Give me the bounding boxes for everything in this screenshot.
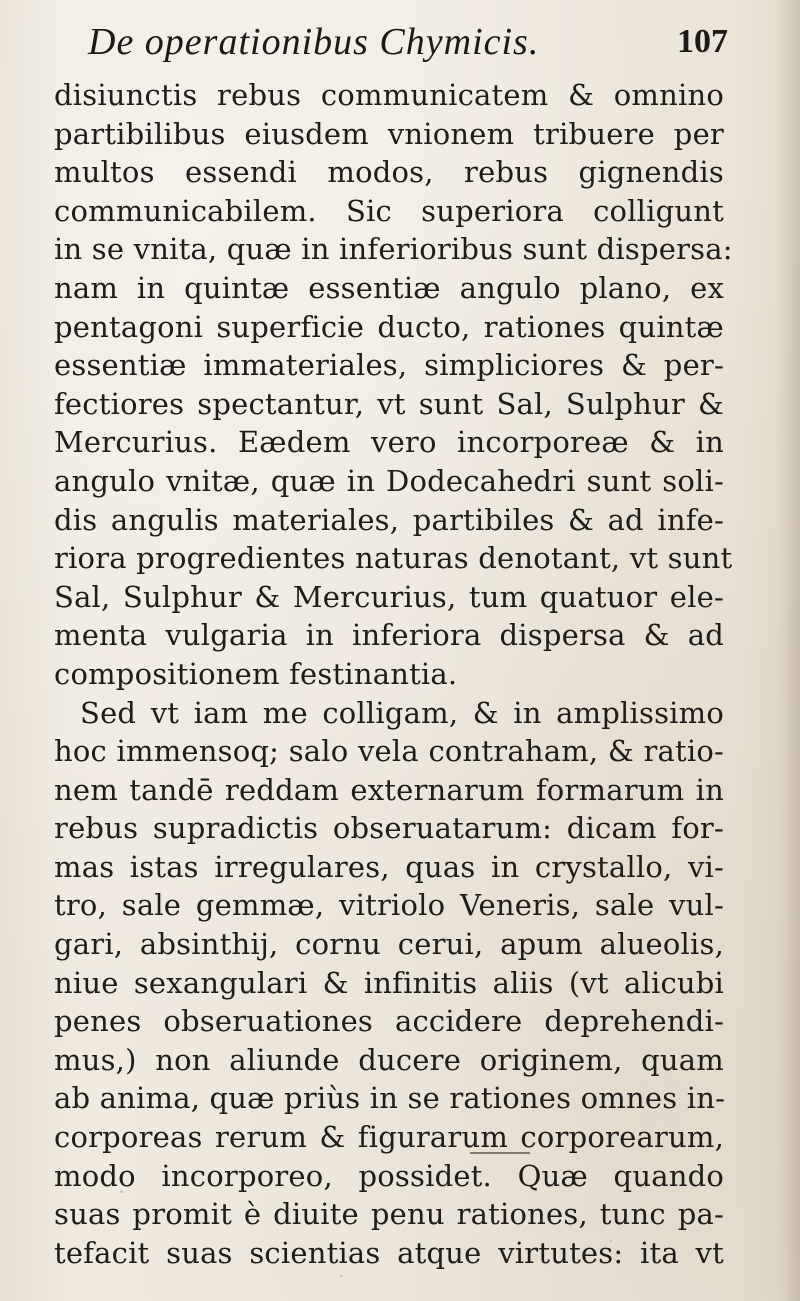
body-text (54, 76, 733, 1272)
text-line: compositionem festinantia. (54, 656, 458, 691)
text-line: partibilibus eiusdem vnionem tribuere per (54, 116, 724, 151)
text-line: fectiores spectantur, vt sunt Sal, Sulphur & (54, 386, 724, 421)
paper-fleck (340, 1275, 343, 1277)
text-line-paragraph-start: Sed vt iam me colligam, & in amplissimo (80, 695, 724, 730)
text-line: multos essendi modos, rebus gignendis (54, 155, 724, 190)
text-line: tefacit suas scientias atque virtutes: ita vt (54, 1235, 724, 1270)
paper-fleck (120, 1190, 123, 1193)
text-line: gari, absinthij, cornu cerui, apum alueolis, (54, 927, 724, 962)
text-line: suas promit è diuite penu rationes, tunc pa- (54, 1197, 724, 1232)
text-line: niue sexangulari & infinitis aliis (vt alicubi (54, 965, 724, 1000)
text-line: pentagoni superficie ducto, rationes quintæ (54, 309, 724, 344)
text-line: modo incorporeo, possidet. Quæ quando (54, 1158, 724, 1193)
text-line: disiunctis rebus communicatem & omnino (54, 78, 724, 112)
text-line: penes obseruationes accidere deprehendi- (54, 1004, 724, 1039)
text-line: hoc immensoq; salo vela contraham, & ratio- (54, 734, 724, 769)
text-line: tro, sale gemmæ, vitriolo Veneris, sale vul- (54, 888, 724, 923)
text-line: angulo vnitæ, quæ in Dodecahedri sunt soli- (54, 463, 724, 498)
text-line: ab anima, quæ priùs in se rationes omnes in- (54, 1081, 726, 1116)
running-head (88, 12, 728, 72)
running-title: De operationibus Chymicis. (88, 21, 540, 63)
page-number: 107 (677, 23, 728, 60)
text-line: Sal, Sulphur & Mercurius, tum quatuor ele- (54, 579, 724, 614)
text-line: rebus supradictis obseruatarum: dicam for- (54, 811, 724, 846)
text-line: corporeas rerum & figurarum corporearum, (54, 1120, 724, 1155)
text-line: menta vulgaria in inferiora dispersa & ad (54, 618, 724, 653)
text-line: dis angulis materiales, partibiles & ad infe- (54, 502, 724, 537)
text-line: nam in quintæ essentiæ angulo plano, ex (54, 270, 724, 305)
text-line: Mercurius. Eædem vero incorporeæ & in (54, 425, 724, 460)
text-line: riora progredientes naturas denotant, vt sunt (54, 541, 733, 576)
text-line: nem tandē reddam externarum formarum in (54, 772, 724, 807)
text-line: essentiæ immateriales, simpliciores & per- (54, 348, 724, 383)
text-line: communicabilem. Sic superiora colligunt (54, 193, 724, 228)
text-line: mus,) non aliunde ducere originem, quam (54, 1042, 724, 1077)
paper-fleck (610, 1240, 612, 1242)
page-edge-shadow (778, 0, 800, 1301)
text-line: in se vnita, quæ in inferioribus sunt dispersa: (54, 232, 733, 267)
ink-mark (470, 1148, 530, 1154)
text-line: mas istas irregulares, quas in crystallo, vi- (54, 849, 724, 884)
